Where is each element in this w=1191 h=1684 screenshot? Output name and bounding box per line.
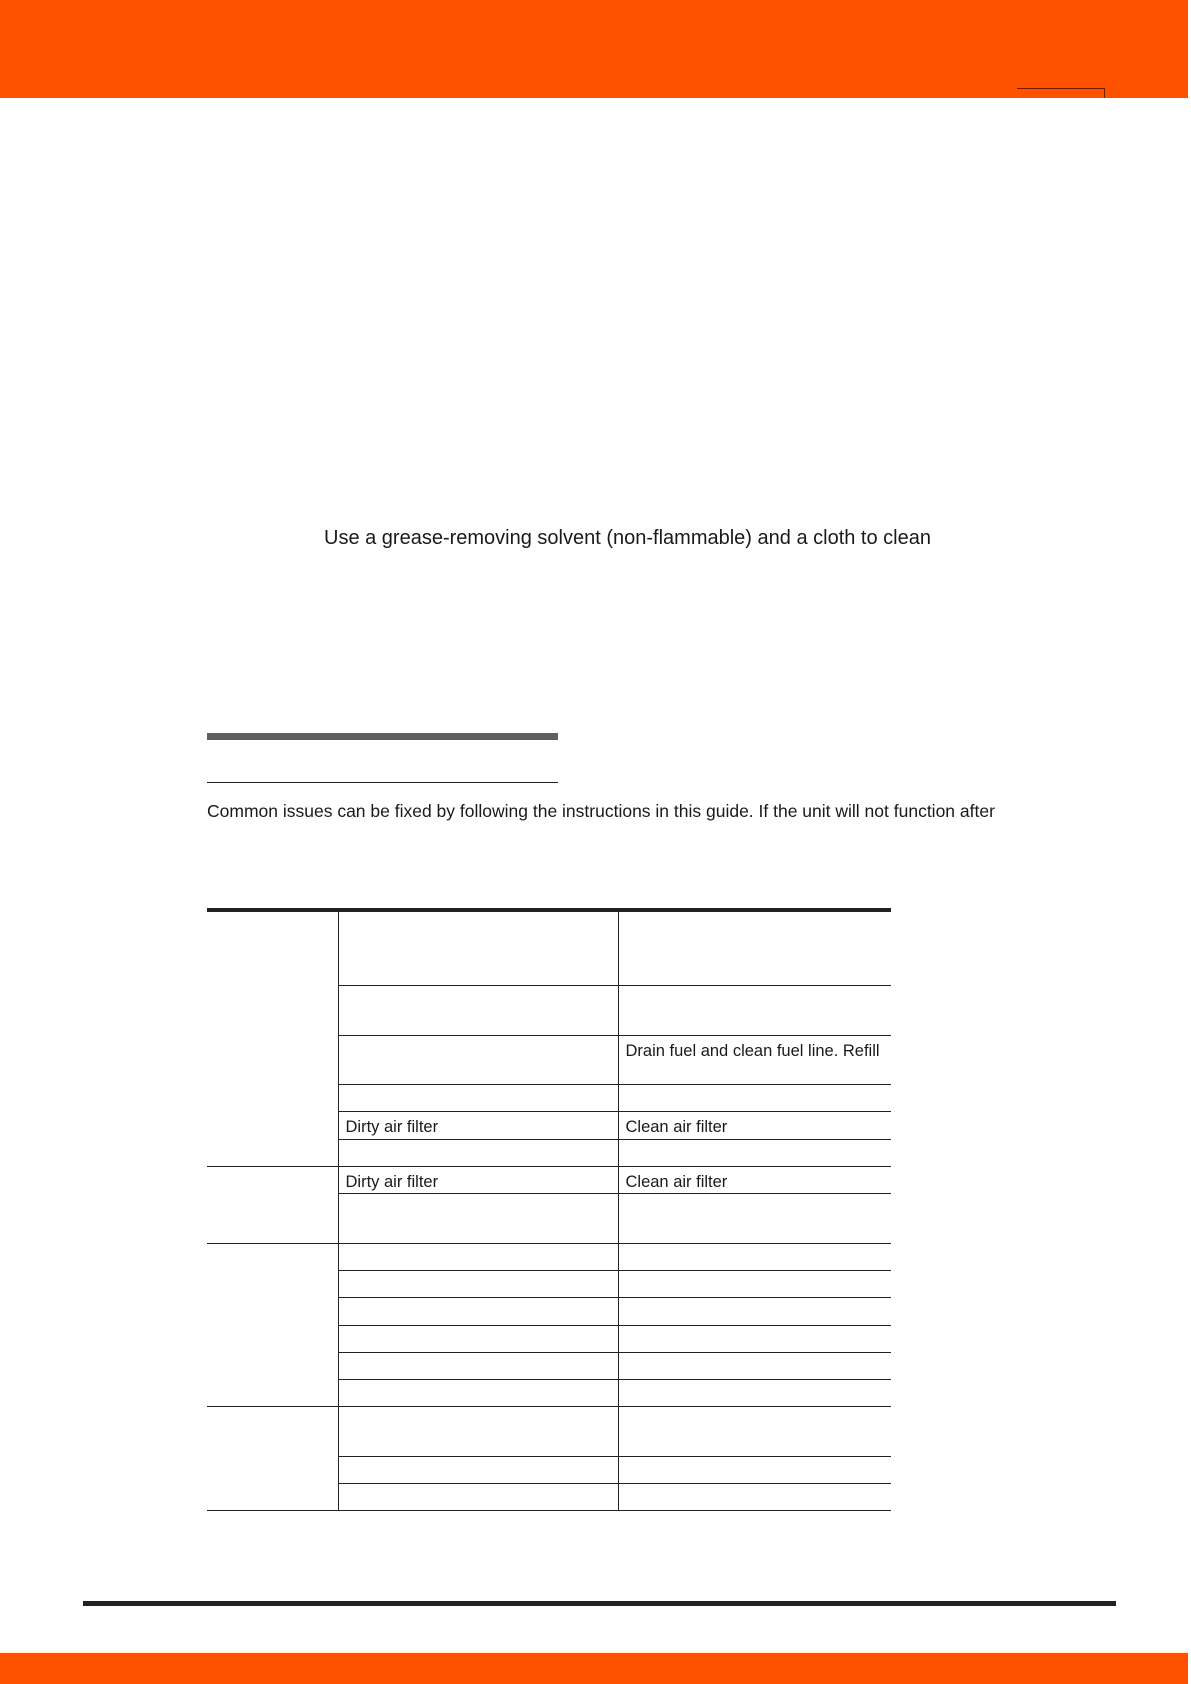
table-row — [207, 1406, 891, 1456]
cause-cell — [338, 1406, 618, 1456]
cause-cell — [338, 1084, 618, 1111]
table-row — [207, 1243, 891, 1270]
header-band — [0, 0, 1191, 98]
cause-cell: Dirty air filter — [338, 1111, 618, 1139]
cause-cell — [338, 1243, 618, 1270]
table-row — [207, 912, 891, 985]
page-corner-tab — [1017, 88, 1105, 98]
footer-band — [0, 1653, 1191, 1684]
cause-cell — [338, 1297, 618, 1325]
remedy-cell — [618, 1483, 891, 1510]
cause-cell — [338, 1035, 618, 1084]
cause-cell — [338, 1139, 618, 1166]
remedy-cell: Drain fuel and clean fuel line. Refill — [618, 1035, 891, 1084]
troubleshooting-table — [207, 912, 891, 1511]
cause-cell — [338, 1325, 618, 1352]
section-heading-rule — [207, 782, 558, 783]
remedy-cell — [618, 1379, 891, 1406]
symptom-cell — [207, 1243, 338, 1406]
cause-cell — [338, 1379, 618, 1406]
remedy-cell — [618, 1456, 891, 1483]
remedy-cell — [618, 1352, 891, 1379]
cause-cell — [338, 1270, 618, 1297]
remedy-cell — [618, 1193, 891, 1243]
symptom-cell — [207, 1166, 338, 1243]
remedy-cell — [618, 1139, 891, 1166]
footer-rule — [83, 1601, 1116, 1606]
remedy-cell — [618, 1297, 891, 1325]
cleaning-instruction-text: Use a grease-removing solvent (non-flammable) and a cloth to clean — [324, 527, 931, 549]
remedy-cell — [618, 985, 891, 1035]
symptom-cell — [207, 912, 338, 1166]
cause-cell — [338, 1352, 618, 1379]
section-heading-bar — [207, 733, 558, 740]
remedy-cell: Clean air filter — [618, 1166, 891, 1193]
troubleshooting-intro-text: Common issues can be fixed by following the instructions in this guide. If the unit will not function after — [207, 801, 995, 821]
remedy-cell: Clean air filter — [618, 1111, 891, 1139]
symptom-cell — [207, 1406, 338, 1510]
cause-cell — [338, 1483, 618, 1510]
remedy-cell — [618, 1084, 891, 1111]
remedy-cell — [618, 1270, 891, 1297]
table-row — [207, 1166, 891, 1193]
remedy-cell — [618, 1325, 891, 1352]
remedy-cell — [618, 1406, 891, 1456]
remedy-cell — [618, 912, 891, 985]
cause-cell: Dirty air filter — [338, 1166, 618, 1193]
cause-cell — [338, 1193, 618, 1243]
cause-cell — [338, 1456, 618, 1483]
remedy-cell — [618, 1243, 891, 1270]
cause-cell — [338, 912, 618, 985]
cause-cell — [338, 985, 618, 1035]
